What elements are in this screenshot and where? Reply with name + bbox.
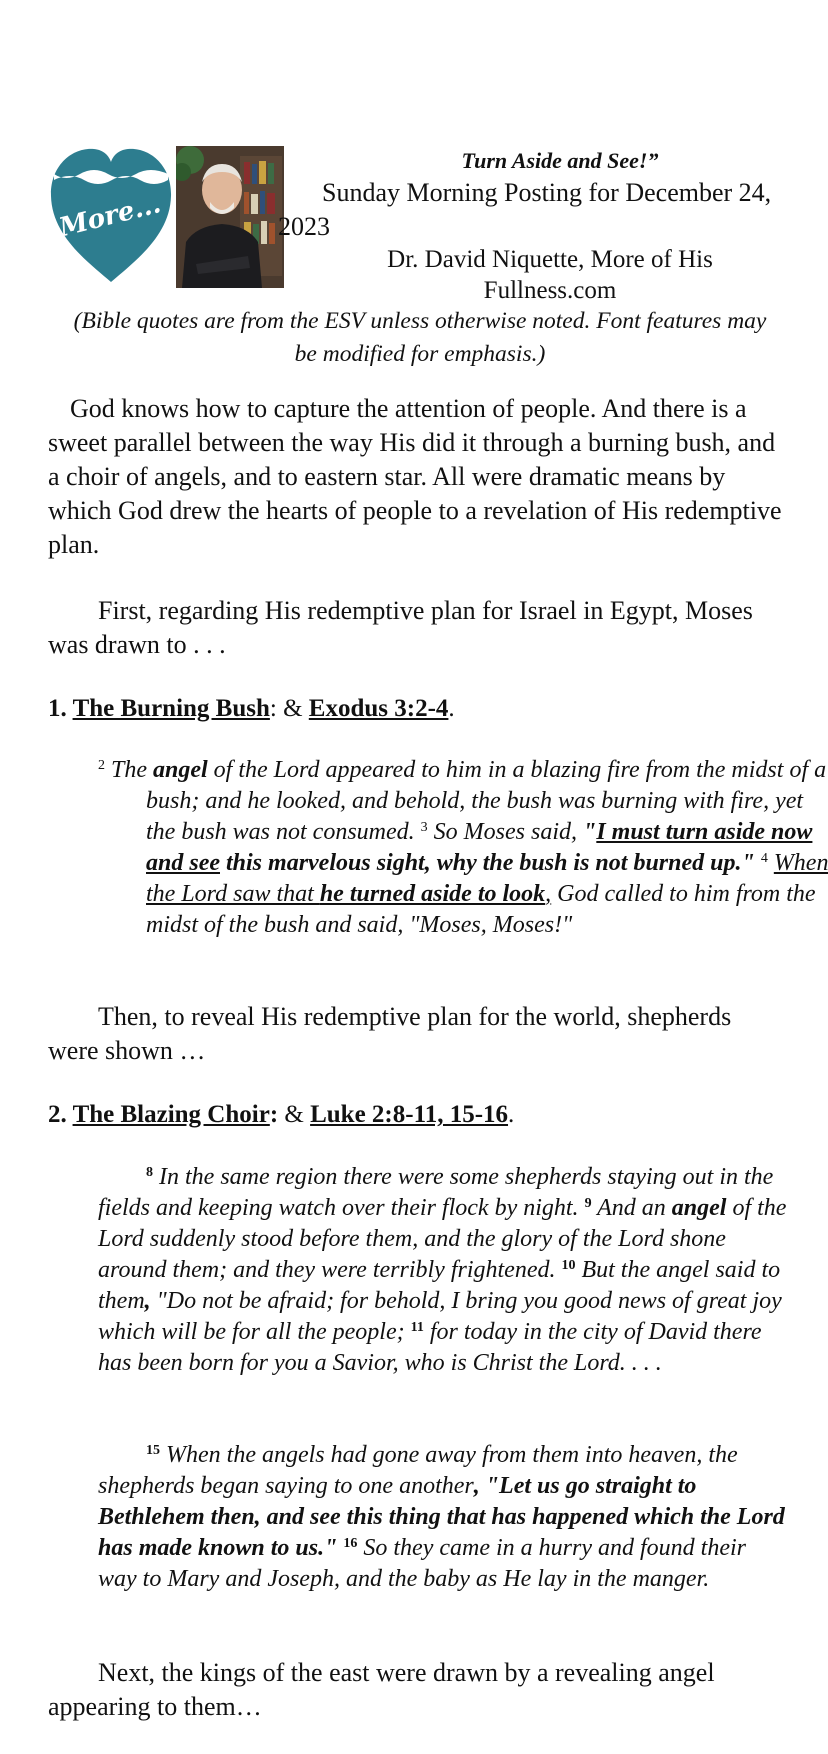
intro-paragraph-2: First, regarding His redemptive plan for Israel in Egypt, Moses was drawn to . . . (48, 596, 753, 659)
section-heading-burning-bush: 1. The Burning Bush: & Exodus 3:2-4. (48, 695, 455, 722)
post-header (280, 146, 780, 306)
post-subtitle: Sunday Morning Posting for December 24, 2023 (278, 178, 772, 241)
scripture-luke-2-15: $^{15}$ When the angels had gone away from them into heaven, the shepherds began saying to one another, "Let us go straight to Bethlehem then, and see this thing that has happened which the Lord has made known to us." $^{16}$ So they came in a hurry and found their way to Mary and Joseph, and the baby as He lay in the manger. (98, 1442, 785, 1592)
post-title: Turn Aside and See!” (461, 148, 659, 173)
scripture-luke-2-8: $^8$ In the same region there were some shepherds staying out in the fields and keeping watch over their flock by night. $^9$ And an angel of the Lord suddenly stood before them, and the glory of the Lord shone around them; and they were terribly frightened. $^{10}$ But the angel said to them, "Do not be afraid; for behold, I bring you good news of great joy which will be for all the people; $^{11}$ for today in the city of David there has been born for you a Savior, who is Christ the Lord. . . . (98, 1164, 787, 1376)
version-note: (Bible quotes are from the ESV unless otherwise noted. Font features may be modified for emphasis.) (73, 308, 767, 367)
section-heading-blazing-choir: 2. The Blazing Choir: & Luke 2:8-11, 15-16. (48, 1101, 515, 1128)
intro-paragraph: God knows how to capture the attention of people. And there is a sweet parallel between the way His did it through a burning bush, and a choir of angels, and to eastern star. All were dramatic means by which God drew the hearts of people to a revelation of His redemptive plan. (48, 394, 782, 559)
transition-paragraph-2: Next, the kings of the east were drawn by a revealing angel appearing to them… (48, 1658, 715, 1721)
exodus-ref-link[interactable]: Exodus 3:2-4 (308, 695, 449, 722)
burning-bush-link[interactable]: The Burning Bush (72, 695, 270, 722)
scripture-exodus: $^2$ The angel of the Lord appeared to him in a blazing fire from the midst of a bush; and he looked, and behold, the bush was burning with fire, yet the bush was not consumed. $^3$ So Moses said, "I must turn aside now and see this marvelous sight, why the bush is not burned up." $^4$ When the Lord saw that he turned aside to look, God called to him from the midst of the bush and said, "Moses, Moses!" (98, 757, 828, 938)
logo-text: More... (56, 189, 164, 244)
luke-ref-link[interactable]: Luke 2:8-11, 15-16 (310, 1101, 509, 1128)
author-photo (176, 146, 284, 288)
more-logo-heart (48, 144, 174, 284)
transition-paragraph-1: Then, to reveal His redemptive plan for the world, shepherds were shown … (48, 1002, 732, 1065)
post-author: Dr. David Niquette, More of His Fullness.com (387, 246, 713, 304)
blazing-choir-link[interactable]: The Blazing Choir (72, 1101, 270, 1128)
